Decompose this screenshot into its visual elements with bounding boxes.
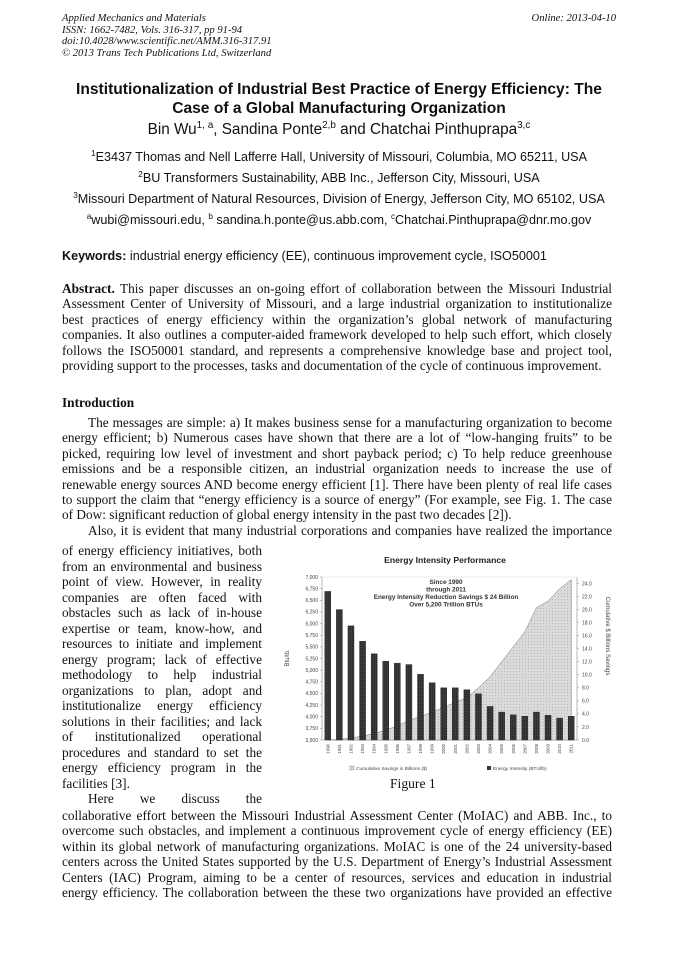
body-line: from an environmental and business [62,558,262,574]
email-sup: a [86,211,92,221]
body-line: emissions and be a responsible citizen, an industrial organization needs to increase the use of [62,461,612,477]
author-name: Bin Wu [147,121,197,138]
email-link[interactable]: wubi@missouri.edu, [91,213,209,227]
affiliation-sup: 2 [138,169,143,179]
email-sup: b [208,211,213,221]
x-tick-label: 1998 [418,744,424,754]
affiliation-2 [56,171,622,185]
bar-2007 [522,716,528,740]
affiliation-text: Missouri Department of Natural Resources, Division of Energy, Jefferson City, MO 65102, USA [77,192,605,206]
body-line: overcome such obstacles, and implement a continuous improvement cycle of energy efficiency (EE) [62,823,612,839]
intro-paragraph-1 [62,415,612,538]
section-heading-introduction: Introduction [62,395,135,410]
affiliation-sup: 3 [73,190,78,200]
x-tick-label: 1991 [336,744,342,754]
paper-title [56,80,622,118]
legend-swatch-intensity [487,766,491,770]
affiliation-3 [56,192,622,206]
x-tick-label: 2008 [533,744,539,754]
affiliation-text: BU Transformers Sustainability, ABB Inc., Jefferson City, Missouri, USA [142,171,540,185]
x-tick-label: 2011 [568,744,574,754]
online-date: Online: 2013-04-10 [531,13,616,24]
x-axis-ticks [325,743,573,753]
x-tick-label: 2004 [487,744,493,754]
journal-issn: ISSN: 1662-7482, Vols. 316-317, pp 91-94 [62,24,243,36]
intro-paragraph-2-wrapped [62,543,262,807]
author-sep: , [213,121,222,138]
journal-header [62,13,272,59]
body-line: organizations to plan, adopt and [62,682,262,698]
author-list [56,121,622,139]
body-line: energy efficiency program in the [62,760,262,775]
abstract-line: best practices of energy efficiency within the organization’s global network of manufacturing [62,311,612,327]
x-tick-label: 1992 [348,744,354,754]
x-tick-label: 1990 [325,744,331,754]
abstract-label: Abstract. [62,281,115,296]
bar-2005 [499,712,505,740]
bar-1993 [360,641,366,740]
body-line: to support the claim that “energy efficiency is a source of energy” (For example, see Fig. 1. The case [62,491,612,507]
x-tick-label: 1993 [360,744,366,754]
body-line: energy efficiency. The collaboration between the these two organizations have provided an effective [62,884,612,900]
author-sup: 2,b [322,119,336,131]
right-tick-label: 16.0 [582,633,592,640]
bar-1998 [418,674,424,740]
abstract-line: companies. It also outlines a computer-aided framework developed to help such effort, which closely [62,327,612,343]
figure-caption: Figure 1 [390,776,436,791]
body-line: Also, it is evident that many industrial corporations and companies have realized the importance [88,522,612,538]
body-line: The messages are simple: a) It makes business sense for a manufacturing organization to become [88,415,612,430]
bar-2003 [475,694,481,740]
author-sep: and [335,121,370,138]
body-line: companies are often faced with [62,589,262,605]
left-tick-label: 5,750 [305,633,318,640]
right-tick-label: 24.0 [582,581,592,588]
left-tick-label: 5,000 [305,667,318,674]
bar-1994 [371,654,377,740]
abstract-line: Assessment Center of University of Missouri, and a large industrial organization to institutionalize [62,296,612,312]
body-line: resources to initiate and implement [62,636,262,651]
body-line: procedures and standard to set the [62,744,262,760]
bar-2008 [533,712,539,740]
right-tick-label: 18.0 [582,620,592,627]
body-line: methodology to help industrial [62,667,262,682]
left-tick-label: 5,500 [305,644,318,651]
abstract-text: This paper discusses an on-going effort of collaboration between the Missouri Industrial [114,281,612,296]
title-line: Institutionalization of Industrial Best Practice of Energy Efficiency: The [76,81,602,98]
figure-1 [270,548,620,793]
bar-2004 [487,706,493,740]
affiliation-text: E3437 Thomas and Nell Lafferre Hall, University of Missouri, Columbia, MO 65211, USA [95,150,587,164]
x-tick-label: 2001 [452,744,458,754]
right-tick-label: 2.0 [582,724,589,731]
left-tick-label: 6,250 [305,609,318,616]
body-line: of energy efficiency initiatives, both [62,543,262,558]
left-tick-label: 7,000 [305,574,318,581]
body-line: Here we discuss the [88,791,262,806]
journal-name: Applied Mechanics and Materials [62,13,206,24]
left-tick-label: 4,500 [305,691,318,698]
right-tick-label: 10.0 [582,672,592,679]
email-sup: c [390,211,396,221]
journal-doi[interactable]: doi:10.4028/www.scientific.net/AMM.316-317.91 [62,36,272,48]
left-tick-label: 6,500 [305,598,318,605]
body-line: expertise or team, know-how, and [62,620,262,636]
keywords [62,249,547,263]
bar-2010 [557,718,563,740]
body-line: renewable energy sources AND become energy efficient [1]. There have been plenty of real life cases [62,476,612,492]
left-tick-label: 5,250 [305,656,318,663]
body-line: Centers (IAC) Program, aiming to be a center of resources, services and education in industrial [62,869,612,885]
y2-axis-label: Cumulative $ Billions Savings [604,596,610,676]
author-sup: 1, a [196,119,214,131]
left-tick-label: 4,750 [305,679,318,686]
right-tick-label: 12.0 [582,659,592,666]
bar-2006 [510,715,516,740]
email-link[interactable]: sandina.h.ponte@us.abb.com, [212,213,391,227]
right-tick-label: 14.0 [582,646,592,653]
body-line: obstacles such as lack of in-house [62,605,262,620]
body-line: energy efficient; b) Numerous cases have shown that there are a lot of “low-hanging fruits” to be [62,430,612,446]
right-axis-ticks [577,581,592,743]
x-tick-label: 2006 [510,744,516,754]
body-line: energy program; lack of effective [62,651,262,667]
author-name: Chatchai Pinthuprapa [369,121,518,138]
keywords-text: industrial energy efficiency (EE), continuous improvement cycle, ISO50001 [126,249,547,263]
abstract-line: follows the ISO50001 standard, and represents a comprehensive knowledge base and project tool, [62,342,612,358]
legend-label-savings: Cumulative Savings in Billions ($) [356,767,428,772]
x-tick-label: 2000 [441,744,447,754]
body-line: within its global network of manufacturing organizations. MoIAC is one of the 24 university-based [62,838,612,854]
email-link[interactable]: Chatchai.Pinthuprapa@dnr.mo.gov [395,213,592,227]
bar-1990 [325,591,331,740]
left-tick-label: 4,250 [305,702,318,709]
keywords-label: Keywords: [62,249,127,263]
bar-2002 [464,690,470,740]
x-tick-label: 2002 [464,744,470,754]
bar-1997 [406,665,412,740]
annotation-line: Energy Intensity Reduction Savings $ 24 Billion [373,594,519,601]
annotation-line: through 2011 [426,586,466,594]
affiliation-sup: 1 [91,148,96,158]
y-axis-label: Btu/lb. [285,649,291,667]
chart-title: Energy Intensity Performance [384,555,506,565]
body-line: solutions in their facilities; and lack [62,713,262,729]
body-line: of Dow: significant reduction of global energy intensity in the past two decades [2]). [62,507,512,523]
journal-copyright: © 2013 Trans Tech Publications Ltd, Switzerland [62,47,272,59]
bar-2009 [545,715,551,740]
bar-1996 [394,663,400,740]
x-tick-label: 2007 [522,744,528,754]
left-tick-label: 3,750 [305,726,318,733]
right-tick-label: 6.0 [582,698,589,705]
body-line: institutionalize energy efficiency [62,698,262,713]
x-tick-label: 2005 [499,744,505,754]
energy-intensity-chart [270,548,620,776]
left-tick-label: 3,500 [305,737,318,744]
x-tick-label: 1996 [394,744,400,754]
bar-1991 [336,610,342,740]
legend-swatch-savings [350,766,354,770]
x-tick-label: 1995 [383,744,389,754]
left-tick-label: 6,000 [305,621,318,628]
title-line: Case of a Global Manufacturing Organization [172,100,506,117]
body-line: collaborative effort between the Missouri Industrial Assessment Center (MoIAC) and ABB. Inc., to [62,808,612,823]
right-tick-label: 8.0 [582,685,589,692]
bar-1999 [429,683,435,740]
intro-paragraph-3 [62,808,612,900]
x-tick-label: 1999 [429,744,435,754]
x-tick-label: 1994 [371,744,377,754]
bar-1992 [348,626,354,740]
left-tick-label: 4,000 [305,714,318,721]
bar-1995 [383,661,389,740]
affiliation-1 [56,150,622,164]
author-sup: 3,c [517,119,531,131]
abstract [62,281,612,373]
bar-2001 [452,688,458,740]
legend-label-intensity: Energy Intensity (BTU/lb) [493,767,547,772]
body-line: of institutionalized operational [62,729,262,744]
annotation-line: Over 5,200 Trillion BTUs [409,601,483,609]
x-tick-label: 2003 [475,744,481,754]
body-line: picked, requiring low level of investment and short payback period; c) To help reduce greenhouse [62,445,612,461]
right-tick-label: 0.0 [582,737,589,744]
right-tick-label: 22.0 [582,594,592,601]
author-name: Sandina Ponte [221,121,323,138]
bar-2000 [441,688,447,740]
left-axis-ticks [305,575,322,744]
author-emails [56,213,622,227]
bar-2011 [568,716,574,740]
chart-legend [350,766,547,772]
body-line: point of view. However, in reality [62,574,262,589]
abstract-line: providing support to the processes, tasks and documentation of the cycle of continuous improvement. [62,357,602,373]
x-tick-label: 2009 [545,744,551,754]
left-tick-label: 6,750 [305,586,318,593]
right-tick-label: 20.0 [582,607,592,614]
body-line: facilities [3]. [62,775,130,791]
x-tick-label: 1997 [406,744,412,754]
x-tick-label: 2010 [557,744,563,754]
abstract-line [62,281,612,296]
body-line: centers across the United States supported by the U.S. Department of Energy’s Industrial Assessment [62,854,612,870]
annotation-line: Since 1990 [429,579,463,586]
right-tick-label: 4.0 [582,711,589,718]
chart-annotation [374,579,519,609]
